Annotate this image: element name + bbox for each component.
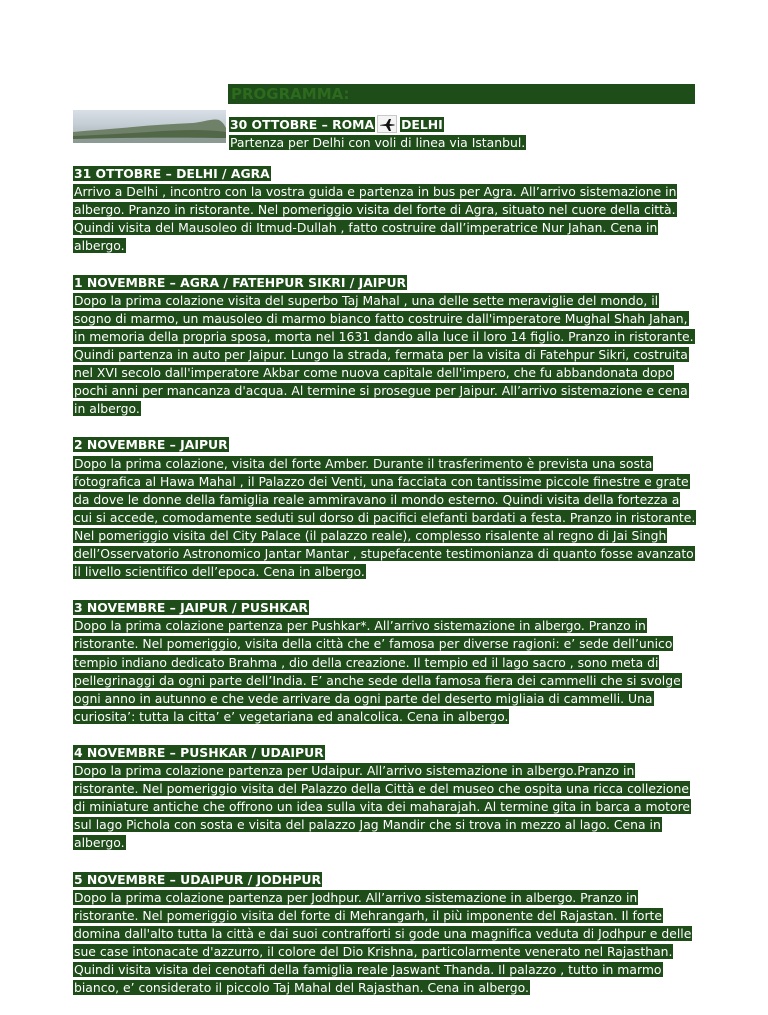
day-text: Dopo la prima colazione partenza per Pushkar*. All’arrivo sistemazione in albergo. Pranzo in ristorante. Nel pomeriggio, visita della città che e’ famosa per diverse ragioni: e’ sede dell’unico tempio indiano dedicato Brahma , dio della creazione. Il tempio ed il lago sacro , sono meta di pellegrinaggi da ogni parte dell’India. E’ anche sede della famosa fiera dei cammelli che si svolge ogni anno in autunno e che vede arrivare da ogni parte del deserto migliaia di cammelli. Una curiosita’: tutta la citta’ e’ vegetariana ed analcolica. Cena in albergo. [74, 618, 681, 724]
day-title: 2 NOVEMBRE – JAIPUR [74, 437, 228, 453]
day-title: 5 NOVEMBRE – UDAIPUR / JODHPUR [74, 871, 322, 887]
program-title: PROGRAMMA: [231, 85, 350, 103]
day-section [73, 744, 699, 853]
departure-title: 30 OTTOBRE – ROMA [230, 117, 375, 132]
day-section [73, 165, 699, 255]
day-title: 3 NOVEMBRE – JAIPUR / PUSHKAR [74, 600, 308, 616]
day-text: Arrivo a Delhi , incontro con la vostra guida e partenza in bus per Agra. All’arrivo sistemazione in albergo. Pranzo in ristorante. Nel pomeriggio visita del forte di Agra, situato nel cuore della città. Quindi visita del Mausoleo di Itmud-Dullah , fatto costruire dall’imperatrice Nur Jahan. Cena in albergo. [74, 184, 677, 254]
day-title: 31 OTTOBRE – DELHI / AGRA [74, 166, 270, 181]
day-text: Dopo la prima colazione partenza per Udaipur. All’arrivo sistemazione in albergo.Pranzo in ristorante. Nel pomeriggio visita del Palazzo della Città e del museo che ospita una ricca collezione di miniature antiche che offrono un idea sulla vita dei maharajah. Al termine gita in barca a motore sul lago Pichola con sosta e visita del palazzo Jag Mandir che si trova in mezzo al lago. Cena in albergo. [74, 763, 691, 851]
day-text: Dopo la prima colazione partenza per Jodhpur. All’arrivo sistemazione in albergo. Pranzo in ristorante. Nel pomeriggio visita del forte di Mehrangarh, il più imponente del Rajastan. Il forte domina dall'alto tutta la città e dai suoi contrafforti si gode una magnifica veduta di Jodhpur e delle sue case intonacate d'azzurro, il colore del Dio Krishna, particolarmente venerato nel Rajasthan. Quindi visita visita dei cenotafi della famiglia reale Jaswant Thanda. Il palazzo , tutto in marmo bianco, e’ considerato il piccolo Taj Mahal del Rajasthan. Cena in albergo. [74, 889, 692, 996]
day-section [73, 599, 699, 726]
itinerary [73, 165, 699, 1015]
day-title: 1 NOVEMBRE – AGRA / FATEHPUR SIKRI / JAIPUR [74, 274, 407, 290]
airplane-icon [377, 115, 397, 133]
day-title: 4 NOVEMBRE – PUSHKAR / UDAIPUR [74, 745, 324, 760]
aerial-island-photo [73, 110, 226, 143]
day-text: Dopo la prima colazione visita del superbo Taj Mahal , una delle sette meraviglie del mondo, il sogno di marmo, un mausoleo di marmo bianco fatto costruire dall'imperatore Mughal Shah Jahan, in memoria della propria sposa, morta nel 1631 dando alla luce il loro 14 figlio. Pranzo in ristorante. Quindi partenza in auto per Jaipur. Lungo la strada, fermata per la visita di Fatehpur Sikri, costruita nel XVI secolo dall'imperatore Akbar come nuova capitale dell'impero, che fu abbandonata dopo pochi anni per mancanza d'acqua. Al termine si prosegue per Jaipur. All’arrivo sistemazione e cena in albergo. [74, 292, 694, 417]
day-section [73, 274, 699, 419]
departure-section [229, 115, 699, 152]
departure-destination: DELHI [401, 117, 443, 132]
day-section [73, 871, 699, 998]
departure-text: Partenza per Delhi con voli di linea via Istanbul. [230, 135, 526, 150]
day-text: Dopo la prima colazione, visita del forte Amber. Durante il trasferimento è prevista una sosta fotografica al Hawa Mahal , il Palazzo dei Venti, una facciata con tantissime piccole finestre e grate da dove le donne della famiglia reale ammiravano il mondo esterno. Quindi visita della fortezza a cui si accede, comodamente seduti sul dorso di pacifici elefanti bardati a festa. Pranzo in ristorante. Nel pomeriggio visita del City Palace (il palazzo reale), complesso risalente al regno di Jai Singh dell’Osservatorio Astronomico Jantar Mantar , stupefacente testimonianza di quanto fosse avanzato il livello scientifico dell’epoca. Cena in albergo. [74, 455, 696, 580]
day-section [73, 436, 699, 581]
